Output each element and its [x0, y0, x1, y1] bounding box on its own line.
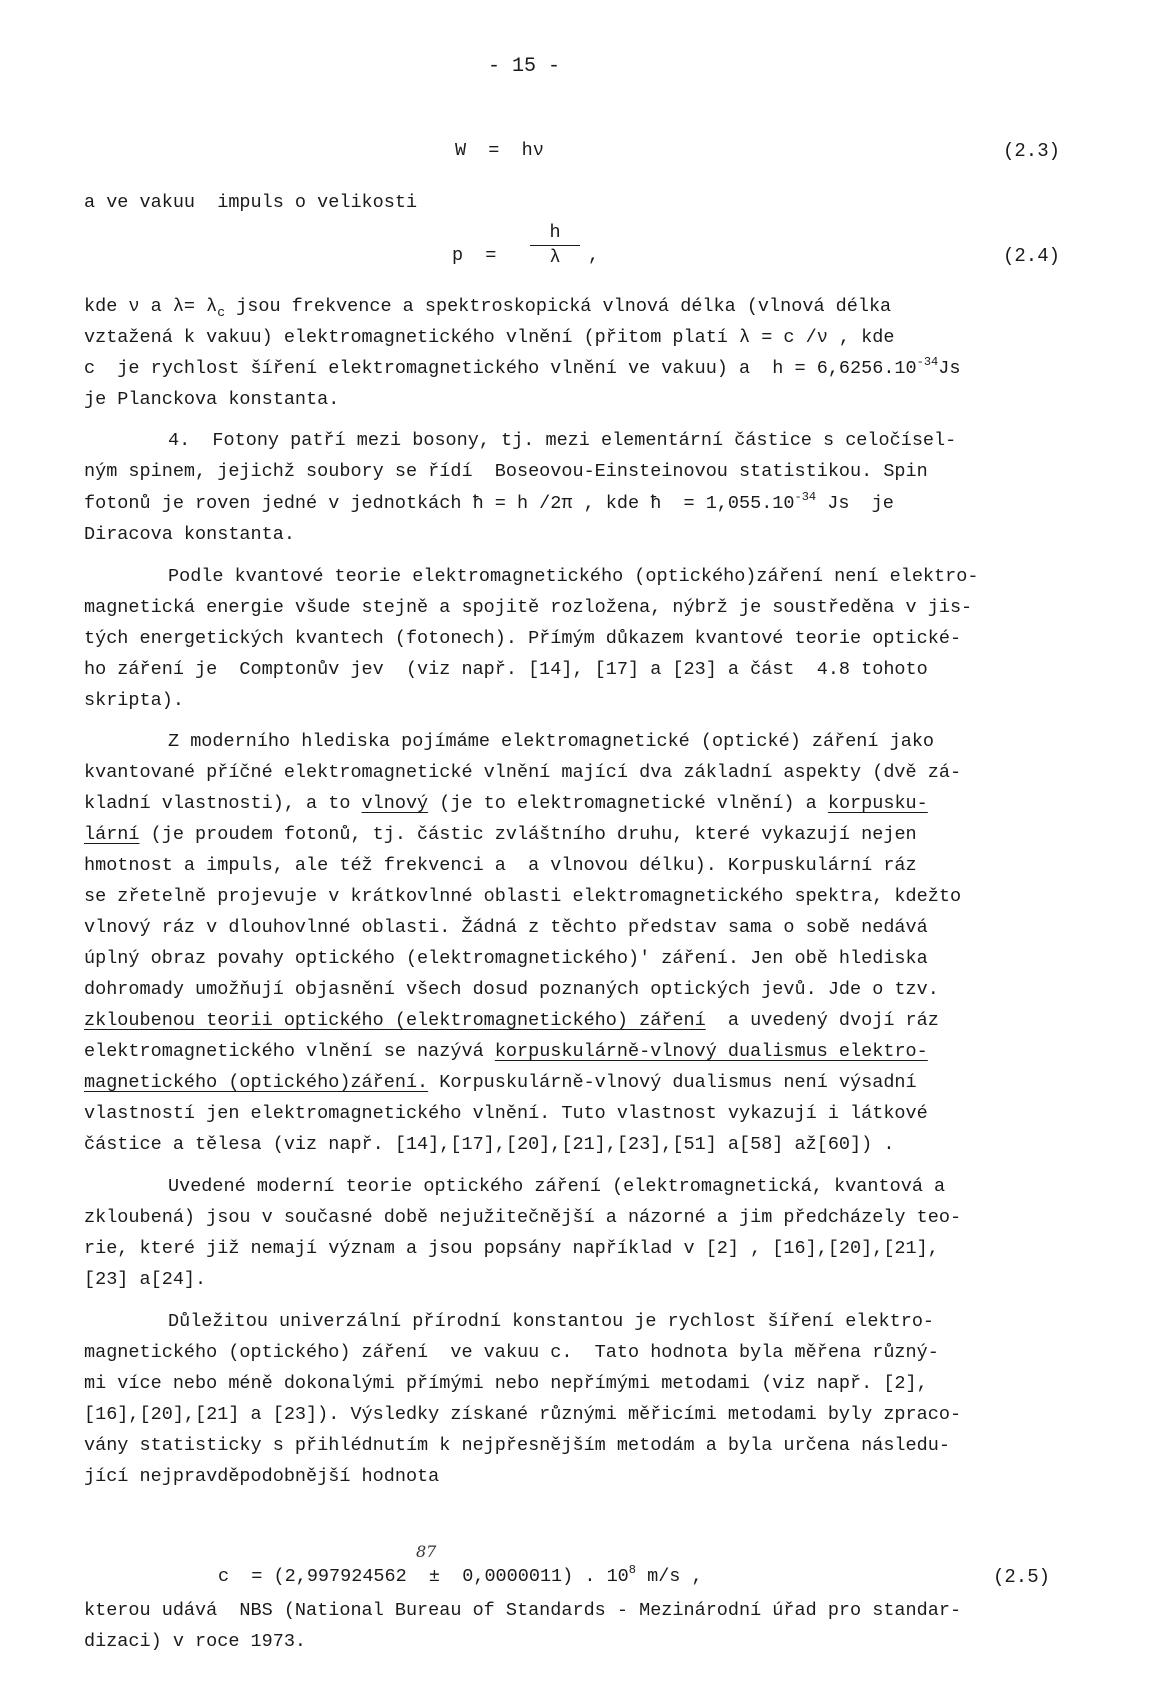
- underlined-term: korpuskulárně-vlnový dualismus elektro-: [494, 1041, 928, 1062]
- text-line: vlnový ráz v dlouhovlnné oblasti. Žádná z těchto představ sama o sobě nedává: [84, 917, 928, 938]
- text-line: kde ν a $\lambda= \lambda_c$ jsou frekvence a spektroskopická vlnová délka (vlnová délka: [84, 296, 892, 320]
- text-line: Uvedené moderní teorie optického záření (elektromagnetická, kvantová a: [168, 1176, 946, 1197]
- text-line: rie, které již nemají význam a jsou popsány například v [2] , [16],[20],[21],: [84, 1238, 939, 1259]
- text-line: mi více nebo méně dokonalými přímými nebo nepřímými metodami (viz např. [2],: [84, 1373, 928, 1394]
- underlined-term: vlnový: [361, 793, 429, 814]
- text-line: dohromady umožňují objasnění všech dosud poznaných optických jevů. Jde o tzv.: [84, 979, 939, 1000]
- text-line: magnetického (optického) záření ve vakuu c. Tato hodnota byla měřena různý-: [84, 1342, 939, 1363]
- text-line: se zřetelně projevuje v krátkovlnné oblasti elektromagnetického spektra, kdežto: [84, 886, 962, 907]
- text-line: částice a tělesa (viz např. [14],[17],[20],[21],[23],[51] a[58] až[60]) .: [84, 1134, 895, 1155]
- text-line: lární (je proudem fotonů, tj. částic zvláštního druhu, které vykazují nejen: [84, 824, 917, 845]
- underlined-term: lární: [84, 824, 140, 845]
- text-line: vztažená k vakuu) elektromagnetického vlnění (přitom platí λ = c /ν , kde: [84, 327, 895, 348]
- text-line: tých energetických kvantech (fotonech). Přímým důkazem kvantové teorie optické-: [84, 628, 962, 649]
- text-line: elektromagnetického vlnění se nazývá korpuskulárně-vlnový dualismus elektro-: [84, 1041, 928, 1062]
- underlined-term: zkloubenou teorii optického (elektromagnetického) záření: [84, 1010, 706, 1031]
- text-line: jící nejpravděpodobnější hodnota: [84, 1466, 440, 1487]
- text-line: hmotnost a impuls, ale též frekvenci a a vlnovou délku). Korpuskulární ráz: [84, 855, 917, 876]
- text-line: c je rychlost šíření elektromagnetického vlnění ve vakuu) a $h = 6,6256.10^{-34}Js$: [84, 355, 961, 379]
- text-line: Důležitou univerzální přírodní konstantou je rychlost šíření elektro-: [168, 1311, 935, 1332]
- text-line: ným spinem, jejichž soubory se řídí Boseovou-Einsteinovou statistikou. Spin: [84, 461, 928, 482]
- text-line: a ve vakuu impuls o velikosti: [84, 192, 418, 213]
- text-line: zkloubenou teorii optického (elektromagnetického) záření a uvedený dvojí ráz: [84, 1010, 939, 1031]
- equation-2-3: W = hν: [455, 140, 544, 161]
- text-line: ho záření je Comptonův jev (viz např. [14], [17] a [23] a část 4.8 tohoto: [84, 659, 928, 680]
- equation-2-4-fraction: [530, 222, 580, 268]
- text-line: Podle kvantové teorie elektromagnetického (optického)záření není elektro-: [168, 566, 979, 587]
- text-line: magnetického (optického)záření. Korpuskulárně-vlnový dualismus není výsadní: [84, 1072, 917, 1093]
- text-line: úplný obraz povahy optického (elektromagnetického)' záření. Jen obě hlediska: [84, 948, 928, 969]
- text-line: Diracova konstanta.: [84, 524, 295, 545]
- equation-number-2-5: (2.5): [993, 1566, 1051, 1588]
- underlined-term: korpusku-: [827, 793, 928, 814]
- text-line: vlastností jen elektromagnetického vlnění. Tuto vlastnost vykazují i látkové: [84, 1103, 928, 1124]
- text-line: kvantované příčné elektromagnetické vlnění mající dva základní aspekty (dvě zá-: [84, 762, 962, 783]
- subscript-c: c: [217, 305, 226, 320]
- text-line: je Planckova konstanta.: [84, 389, 340, 410]
- equation-number-2-3: (2.3): [1003, 140, 1061, 162]
- equation-2-5: c = (2,997924562 ± 0,0000011) . $10^8$ m/s ,: [218, 1563, 703, 1587]
- text-line: vány statisticky s přihlédnutím k nejpřesnějším metodám a byla určena následu-: [84, 1435, 950, 1456]
- text-line: magnetická energie všude stejně a spojitě rozložena, nýbrž je soustředěna v jis-: [84, 597, 973, 618]
- underlined-term: magnetického (optického)záření.: [84, 1072, 429, 1093]
- text-line: Z moderního hlediska pojímáme elektromagnetické (optické) záření jako: [168, 731, 935, 752]
- text-line: [23] a[24].: [84, 1269, 207, 1290]
- fraction-numerator: h: [530, 222, 580, 246]
- text-line: 4. Fotony patří mezi bosony, tj. mezi elementární částice s celočísel-: [168, 430, 957, 451]
- text-line: skripta).: [84, 690, 184, 711]
- handwritten-note: 87: [416, 1542, 437, 1561]
- text-line: [16],[20],[21] a [23]). Výsledky získané různými měřicími metodami byly zpraco-: [84, 1404, 962, 1425]
- equation-2-4-trail: ,: [588, 245, 600, 266]
- fraction-denominator: λ: [549, 247, 561, 268]
- equation-number-2-4: (2.4): [1003, 245, 1061, 267]
- text-line: fotonů je roven jedné v jednotkách ħ = h /2π , kde ħ = $1,055.10^{-34}$ Js je: [84, 490, 894, 514]
- text-line: dizaci) v roce 1973.: [84, 1631, 307, 1652]
- equation-2-4-lhs: p =: [452, 245, 497, 266]
- text-line: kterou udává NBS (National Bureau of Standards - Mezinárodní úřad pro standar-: [84, 1600, 962, 1621]
- text-line: zkloubená) jsou v současné době nejužitečnější a názorné a jim předcházely teo-: [84, 1207, 962, 1228]
- page-number: - 15 -: [488, 55, 561, 78]
- text-line: kladní vlastnosti), a to vlnový (je to elektromagnetické vlnění) a korpusku-: [84, 793, 928, 814]
